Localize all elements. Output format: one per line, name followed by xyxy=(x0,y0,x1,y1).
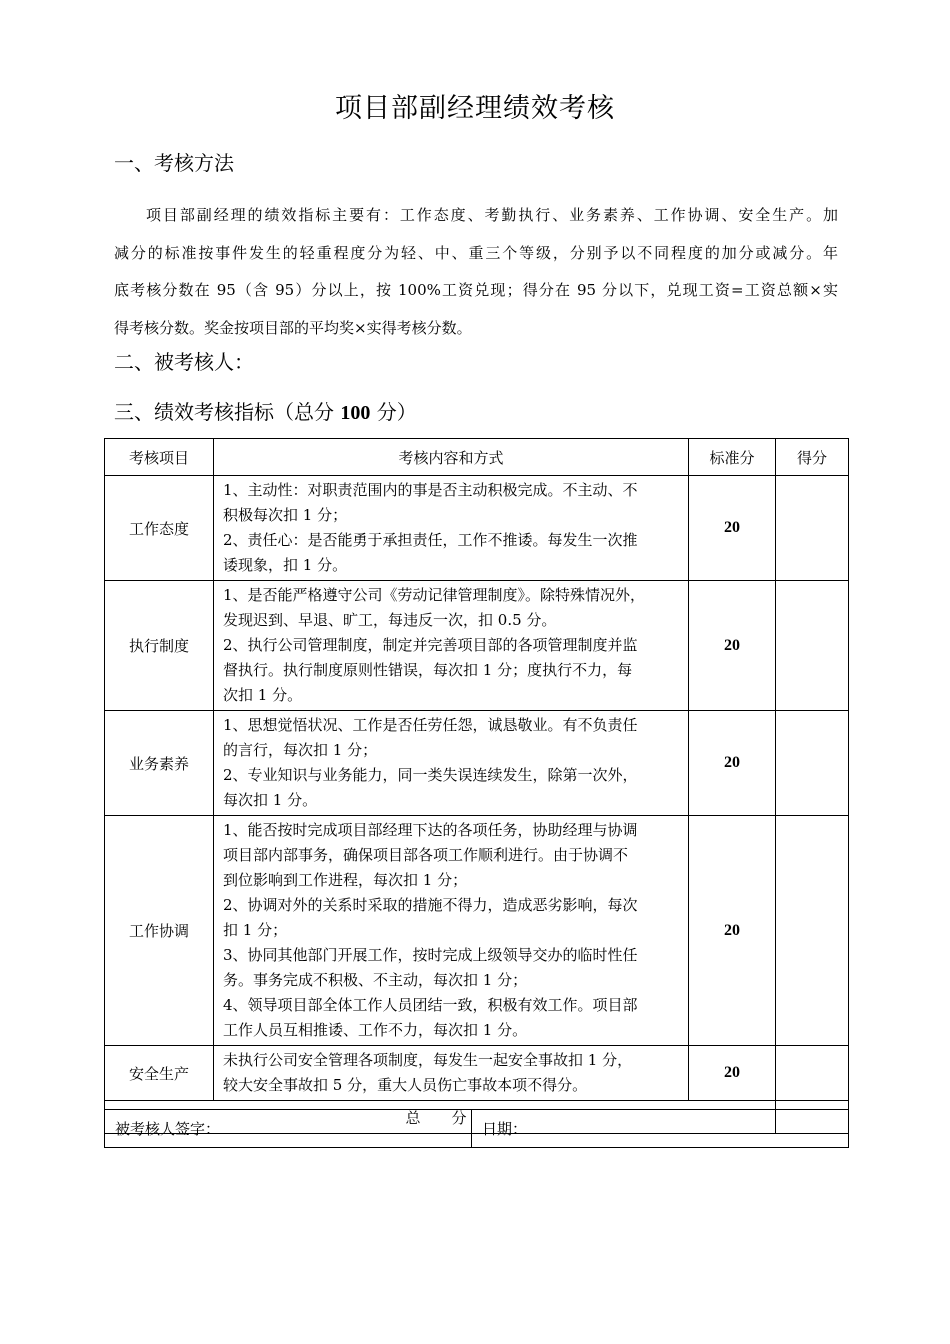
row-score-cell[interactable] xyxy=(776,711,849,816)
row-score-cell[interactable] xyxy=(776,581,849,711)
row-score-cell[interactable] xyxy=(776,816,849,1046)
row-content xyxy=(214,816,689,1046)
content-line: 务。事务完成不积极、不主动，每次扣 1 分； xyxy=(223,971,528,989)
header-item: 考核项目 xyxy=(105,439,214,476)
row-item: 业务素养 xyxy=(105,711,214,816)
method-heading: 一、考核方法 xyxy=(114,151,234,175)
date-field[interactable]: 日期： xyxy=(472,1110,849,1148)
row-standard-score: 20 xyxy=(689,476,776,581)
indicator-heading-suffix: 分） xyxy=(370,400,417,424)
content-line: 诿现象，扣 1 分。 xyxy=(223,556,348,574)
indicator-heading-prefix: 三、绩效考核指标（总分 xyxy=(114,400,341,424)
indicator-heading-score: 100 xyxy=(340,402,371,424)
content-line: 2、专业知识与业务能力，同一类失误连续发生，除第一次外， xyxy=(223,766,638,784)
row-standard-score: 20 xyxy=(689,711,776,816)
content-line: 2、执行公司管理制度，制定并完善项目部的各项管理制度并监 xyxy=(223,636,638,654)
row-content xyxy=(214,476,689,581)
method-paragraph xyxy=(114,197,838,347)
row-standard-score: 20 xyxy=(689,581,776,711)
indicator-heading xyxy=(114,396,417,425)
content-line: 发现迟到、早退、旷工，每违反一次，扣 0.5 分。 xyxy=(223,611,557,629)
row-item: 工作态度 xyxy=(105,476,214,581)
row-score-cell[interactable] xyxy=(776,476,849,581)
header-score: 得分 xyxy=(776,439,849,476)
method-paragraph-line: 减分的标准按事件发生的轻重程度分为轻、中、重三个等级，分别予以不同程度的加分或减分。年 xyxy=(114,243,838,262)
row-content xyxy=(214,711,689,816)
table-header-row xyxy=(105,439,849,476)
content-line: 1、主动性：对职责范围内的事是否主动积极完成。不主动、不 xyxy=(223,481,638,499)
row-standard-score: 20 xyxy=(689,816,776,1046)
content-line: 到位影响到工作进程，每次扣 1 分； xyxy=(223,871,468,889)
header-standard: 标准分 xyxy=(689,439,776,476)
row-item: 安全生产 xyxy=(105,1046,214,1101)
row-item: 执行制度 xyxy=(105,581,214,711)
content-line: 较大安全事故扣 5 分，重大人员伤亡事故本项不得分。 xyxy=(223,1076,588,1094)
table-row xyxy=(105,816,849,1046)
signature-row xyxy=(105,1110,849,1148)
content-line: 每次扣 1 分。 xyxy=(223,791,318,809)
row-item: 工作协调 xyxy=(105,816,214,1046)
content-line: 积极每次扣 1 分； xyxy=(223,506,348,524)
content-line: 督执行。执行制度原则性错误，每次扣 1 分；度执行不力，每 xyxy=(223,661,633,679)
method-paragraph-line: 得考核分数。奖金按项目部的平均奖×实得考核分数。 xyxy=(114,318,472,337)
content-line: 4、领导项目部全体工作人员团结一致，积极有效工作。项目部 xyxy=(223,996,638,1014)
table-row xyxy=(105,711,849,816)
signature-table xyxy=(104,1109,849,1148)
content-line: 3、协同其他部门开展工作，按时完成上级领导交办的临时性任 xyxy=(223,946,638,964)
assessment-table xyxy=(104,438,849,1134)
row-score-cell[interactable] xyxy=(776,1046,849,1101)
content-line: 未执行公司安全管理各项制度，每发生一起安全事故扣 1 分， xyxy=(223,1051,633,1069)
row-content xyxy=(214,581,689,711)
content-line: 次扣 1 分。 xyxy=(223,686,303,704)
content-line: 扣 1 分； xyxy=(223,921,288,939)
content-line: 1、思想觉悟状况、工作是否任劳任怨，诚恳敬业。有不负责任 xyxy=(223,716,638,734)
content-line: 2、协调对外的关系时采取的措施不得力，造成恶劣影响，每次 xyxy=(223,896,638,914)
header-content: 考核内容和方式 xyxy=(214,439,689,476)
table-row xyxy=(105,1046,849,1101)
method-paragraph-line: 底考核分数在 95（含 95）分以上，按 100%工资兑现；得分在 95 分以下，兑现工资=工资总额×实 xyxy=(114,281,838,299)
row-content xyxy=(214,1046,689,1101)
row-standard-score: 20 xyxy=(689,1046,776,1101)
method-paragraph-line: 项目部副经理的绩效指标主要有：工作态度、考勤执行、业务素养、工作协调、安全生产。加 xyxy=(146,206,838,224)
table-row xyxy=(105,476,849,581)
document-title: 项目部副经理绩效考核 xyxy=(335,93,615,124)
content-line: 1、是否能严格遵守公司《劳动记律管理制度》。除特殊情况外， xyxy=(223,586,646,604)
content-line: 的言行，每次扣 1 分； xyxy=(223,741,378,759)
total-label: 总 分 xyxy=(105,1101,776,1134)
signature-field[interactable]: 被考核人签字： xyxy=(105,1110,472,1148)
assessee-heading: 二、被考核人： xyxy=(114,350,254,374)
content-line: 1、能否按时完成项目部经理下达的各项任务，协助经理与协调 xyxy=(223,821,638,839)
content-line: 工作人员互相推诿、工作不力，每次扣 1 分。 xyxy=(223,1021,528,1039)
table-row xyxy=(105,581,849,711)
content-line: 2、责任心：是否能勇于承担责任，工作不推诿。每发生一次推 xyxy=(223,531,638,549)
content-line: 项目部内部事务，确保项目部各项工作顺利进行。由于协调不 xyxy=(223,846,629,864)
